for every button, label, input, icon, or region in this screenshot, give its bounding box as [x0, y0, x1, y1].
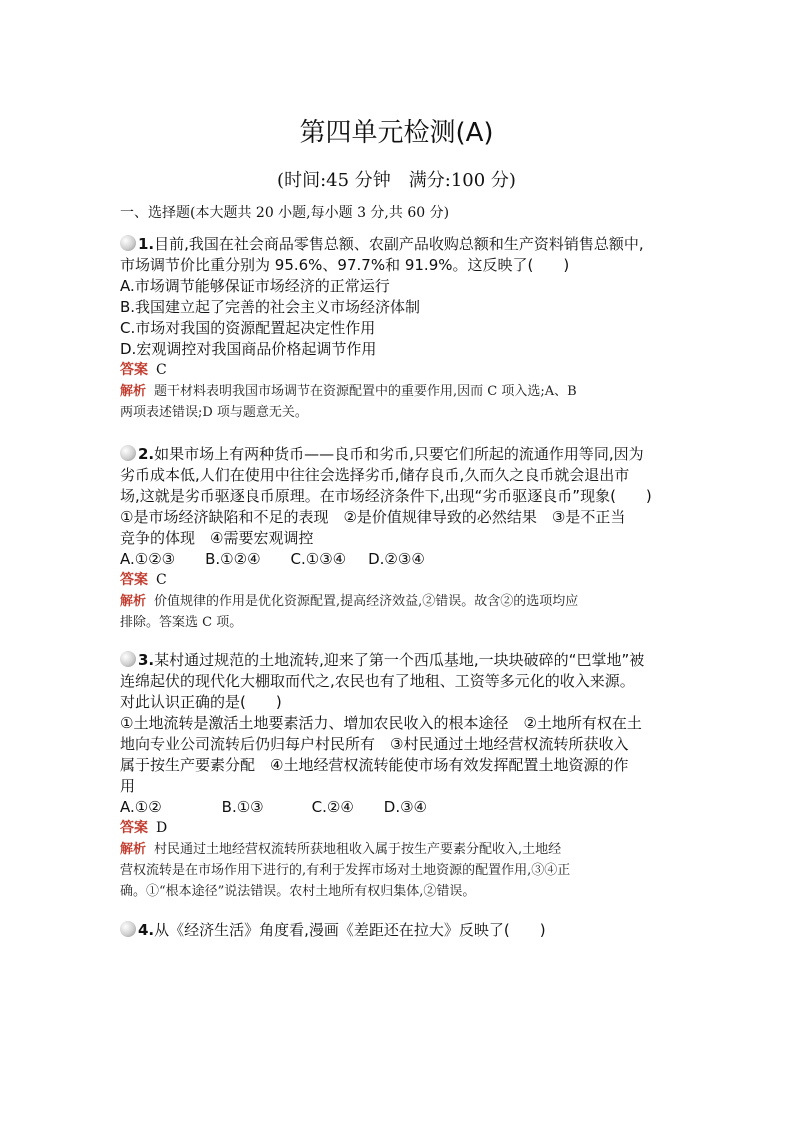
question-4 — [120, 920, 680, 941]
answer-value: C — [156, 572, 167, 588]
analysis-line: 营权流转是在市场作用下进行的,有利于发挥市场对土地资源的配置作用,③④正 — [120, 863, 571, 878]
question-stem — [120, 234, 680, 255]
analysis-label: 解析 — [120, 842, 147, 857]
question-number: 4. — [138, 921, 155, 939]
bullet-icon — [120, 235, 136, 251]
analysis-line: 两项表述错误;D 项与题意无关。 — [120, 405, 308, 420]
bullet-icon — [120, 651, 136, 667]
page-title: 第四单元检测(A) — [299, 118, 494, 148]
option-b: B.我国建立起了完善的社会主义市场经济体制 — [120, 298, 421, 316]
answer-line — [120, 818, 680, 839]
question-3 — [120, 650, 680, 902]
analysis-line: 村民通过土地经营权流转所获地租收入属于按生产要素分配收入,土地经 — [154, 842, 562, 857]
bullet-icon — [120, 445, 136, 461]
stem-line: 劣币成本低,人们在使用中往往会选择劣币,储存良币,久而久之良币就会退出市 — [120, 466, 630, 484]
question-2 — [120, 444, 680, 633]
analysis-line: 题干材料表明我国市场调节在资源配置中的重要作用,因而 C 项入选;A、B — [154, 384, 577, 399]
analysis-label: 解析 — [120, 384, 147, 399]
options-row — [120, 549, 680, 570]
analysis — [120, 381, 680, 402]
option-c: C.②④ — [311, 798, 354, 816]
analysis-line: 排除。答案选 C 项。 — [120, 615, 243, 630]
bullet-icon — [120, 921, 136, 937]
question-number: 1. — [138, 235, 155, 253]
answer-value: C — [156, 362, 167, 378]
analysis — [120, 839, 680, 860]
stem-line: 对此认识正确的是( ) — [120, 693, 282, 711]
question-stem — [120, 650, 680, 671]
section-heading: 一、选择题(本大题共 20 小题,每小题 3 分,共 60 分) — [120, 205, 450, 221]
analysis-line: 价值规律的作用是优化资源配置,提高经济效益,②错误。故含②的选项均应 — [154, 594, 579, 609]
option-c: C.市场对我国的资源配置起决定性作用 — [120, 319, 376, 337]
option-d: D.②③④ — [368, 550, 425, 568]
stem-line: 地向专业公司流转后仍归每户村民所有 ③村民通过土地经营权流转所获收入 — [120, 735, 629, 753]
question-stem — [120, 444, 680, 465]
question-stem — [120, 920, 680, 941]
exam-time-score: (时间:45 分钟 满分:100 分) — [277, 170, 516, 191]
options-row — [120, 797, 680, 818]
stem-line: 从《经济生活》角度看,漫画《差距还在拉大》反映了( ) — [154, 921, 546, 939]
question-number: 3. — [138, 651, 155, 669]
option-b: B.①②④ — [205, 550, 261, 568]
stem-line: 某村通过规范的土地流转,迎来了第一个西瓜基地,一块块破碎的“巴掌地”被 — [154, 651, 645, 669]
stem-line: 属于按生产要素分配 ④土地经营权流转能使市场有效发挥配置土地资源的作 — [120, 756, 629, 774]
answer-value: D — [156, 820, 168, 836]
answer-label: 答案 — [120, 362, 148, 378]
option-c: C.①③④ — [290, 550, 347, 568]
option-d: D.宏观调控对我国商品价格起调节作用 — [120, 340, 377, 358]
question-1 — [120, 234, 680, 423]
stem-line: 连绵起伏的现代化大棚取而代之,农民也有了地租、工资等多元化的收入来源。 — [120, 672, 635, 690]
stem-line: ①是市场经济缺陷和不足的表现 ②是价值规律导致的必然结果 ③是不正当 — [120, 508, 626, 526]
answer-label: 答案 — [120, 820, 148, 836]
analysis-label: 解析 — [120, 594, 147, 609]
stem-line: 目前,我国在社会商品零售总额、农副产品收购总额和生产资料销售总额中, — [154, 235, 644, 253]
option-d: D.③④ — [383, 798, 427, 816]
answer-line — [120, 570, 680, 591]
analysis — [120, 591, 680, 612]
stem-line: 市场调节价比重分别为 95.6%、97.7%和 91.9%。这反映了( ) — [120, 256, 570, 274]
option-a: A.市场调节能够保证市场经济的正常运行 — [120, 277, 390, 295]
question-number: 2. — [138, 445, 155, 463]
option-a: A.①② — [120, 798, 162, 816]
stem-line: ①土地流转是激活土地要素活力、增加农民收入的根本途径 ②土地所有权在土 — [120, 714, 642, 732]
analysis-line: 确。①“根本途径”说法错误。农村土地所有权归集体,②错误。 — [120, 884, 476, 899]
stem-line: 竞争的体现 ④需要宏观调控 — [120, 529, 314, 547]
stem-line: 用 — [120, 777, 136, 795]
stem-line: 场,这就是劣币驱逐良币原理。在市场经济条件下,出现“劣币驱逐良币”现象( ) — [120, 487, 652, 505]
option-a: A.①②③ — [120, 550, 176, 568]
option-b: B.①③ — [221, 798, 264, 816]
answer-label: 答案 — [120, 572, 148, 588]
answer-line — [120, 360, 680, 381]
stem-line: 如果市场上有两种货币——良币和劣币,只要它们所起的流通作用等同,因为 — [154, 445, 644, 463]
